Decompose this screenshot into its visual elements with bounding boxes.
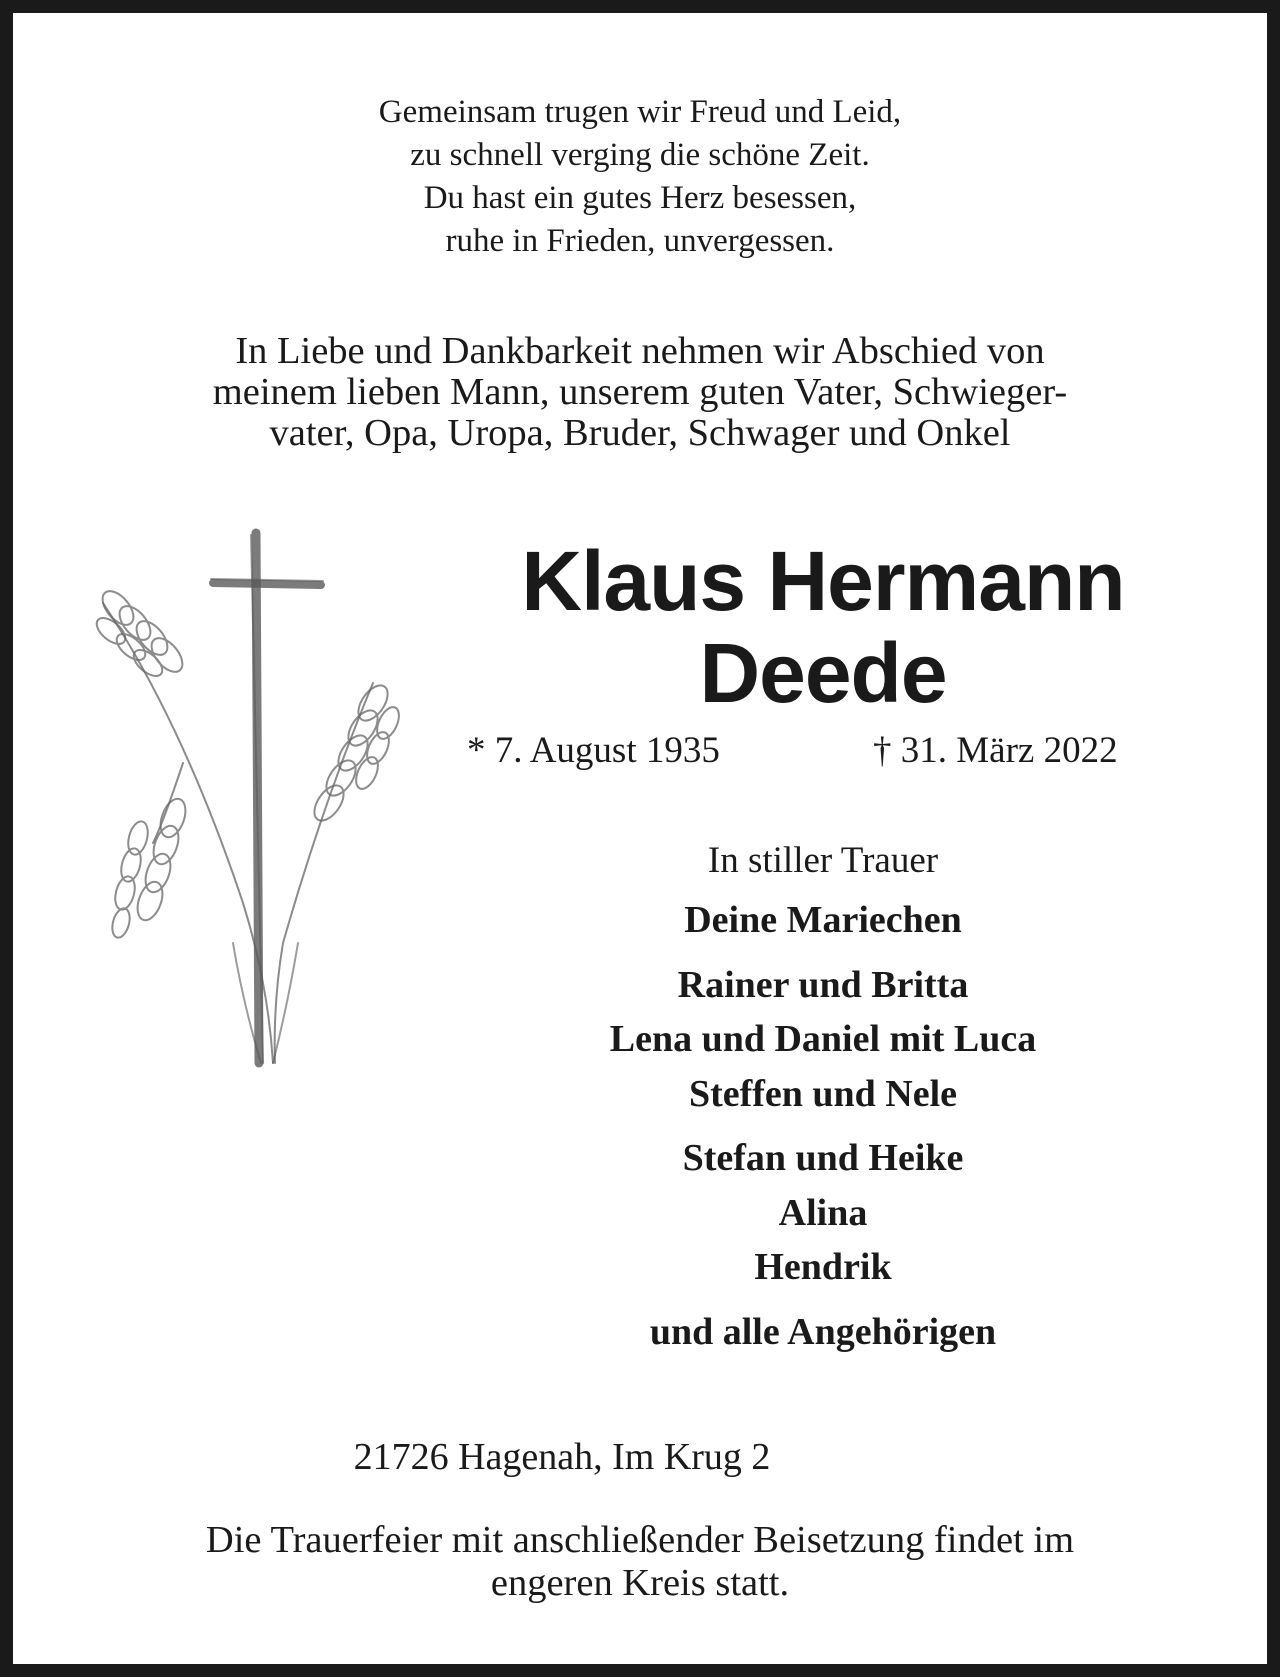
ceremony-line: engeren Kreis statt. <box>490 1562 790 1604</box>
mourner-name: Stefan und Heike <box>682 1137 964 1179</box>
poem-line: Gemeinsam trugen wir Freud und Leid, <box>378 94 902 130</box>
name-line-2: Deede <box>699 626 947 720</box>
poem-line: ruhe in Frieden, unvergessen. <box>445 223 835 259</box>
mourning-heading: In stiller Trauer <box>707 840 939 881</box>
mourner-name: Deine Mariechen <box>684 899 962 941</box>
mourner-name: Hendrik <box>754 1246 892 1288</box>
address <box>13 1435 1267 1479</box>
poem-line: Du hast ein gutes Herz besessen, <box>423 180 857 216</box>
birth-date: * 7. August 1935 <box>467 730 720 771</box>
mourner-name: Rainer und Britta <box>677 963 969 1006</box>
intro-line: In Liebe und Dankbarkeit nehmen wir Abschied von <box>235 330 1045 372</box>
farewell-intro <box>73 331 1207 454</box>
intro-line: meinem lieben Mann, unserem guten Vater, Schwieger- <box>212 371 1068 413</box>
cross-with-wheat-icon <box>73 523 413 1123</box>
address-text: 21726 Hagenah, Im Krug 2 <box>353 1436 771 1478</box>
intro-line: vater, Opa, Uropa, Bruder, Schwager und Onkel <box>269 412 1011 454</box>
death-date: † 31. März 2022 <box>873 730 1118 771</box>
poem <box>13 91 1267 263</box>
mourner-name: Lena und Daniel mit Luca <box>609 1018 1037 1060</box>
poem-line: zu schnell verging die schöne Zeit. <box>410 137 870 173</box>
mourner-name: und alle Angehörigen <box>649 1310 997 1353</box>
deceased-name <box>433 535 1213 719</box>
mourner-name: Alina <box>778 1191 868 1234</box>
ceremony-line: Die Trauerfeier mit anschließender Beisetzung findet im <box>205 1519 1075 1561</box>
name-line-1: Klaus Hermann <box>521 534 1125 628</box>
mourner-name: Steffen und Nele <box>688 1072 958 1115</box>
mourners-list <box>443 839 1203 1359</box>
ceremony-notice <box>53 1519 1227 1605</box>
